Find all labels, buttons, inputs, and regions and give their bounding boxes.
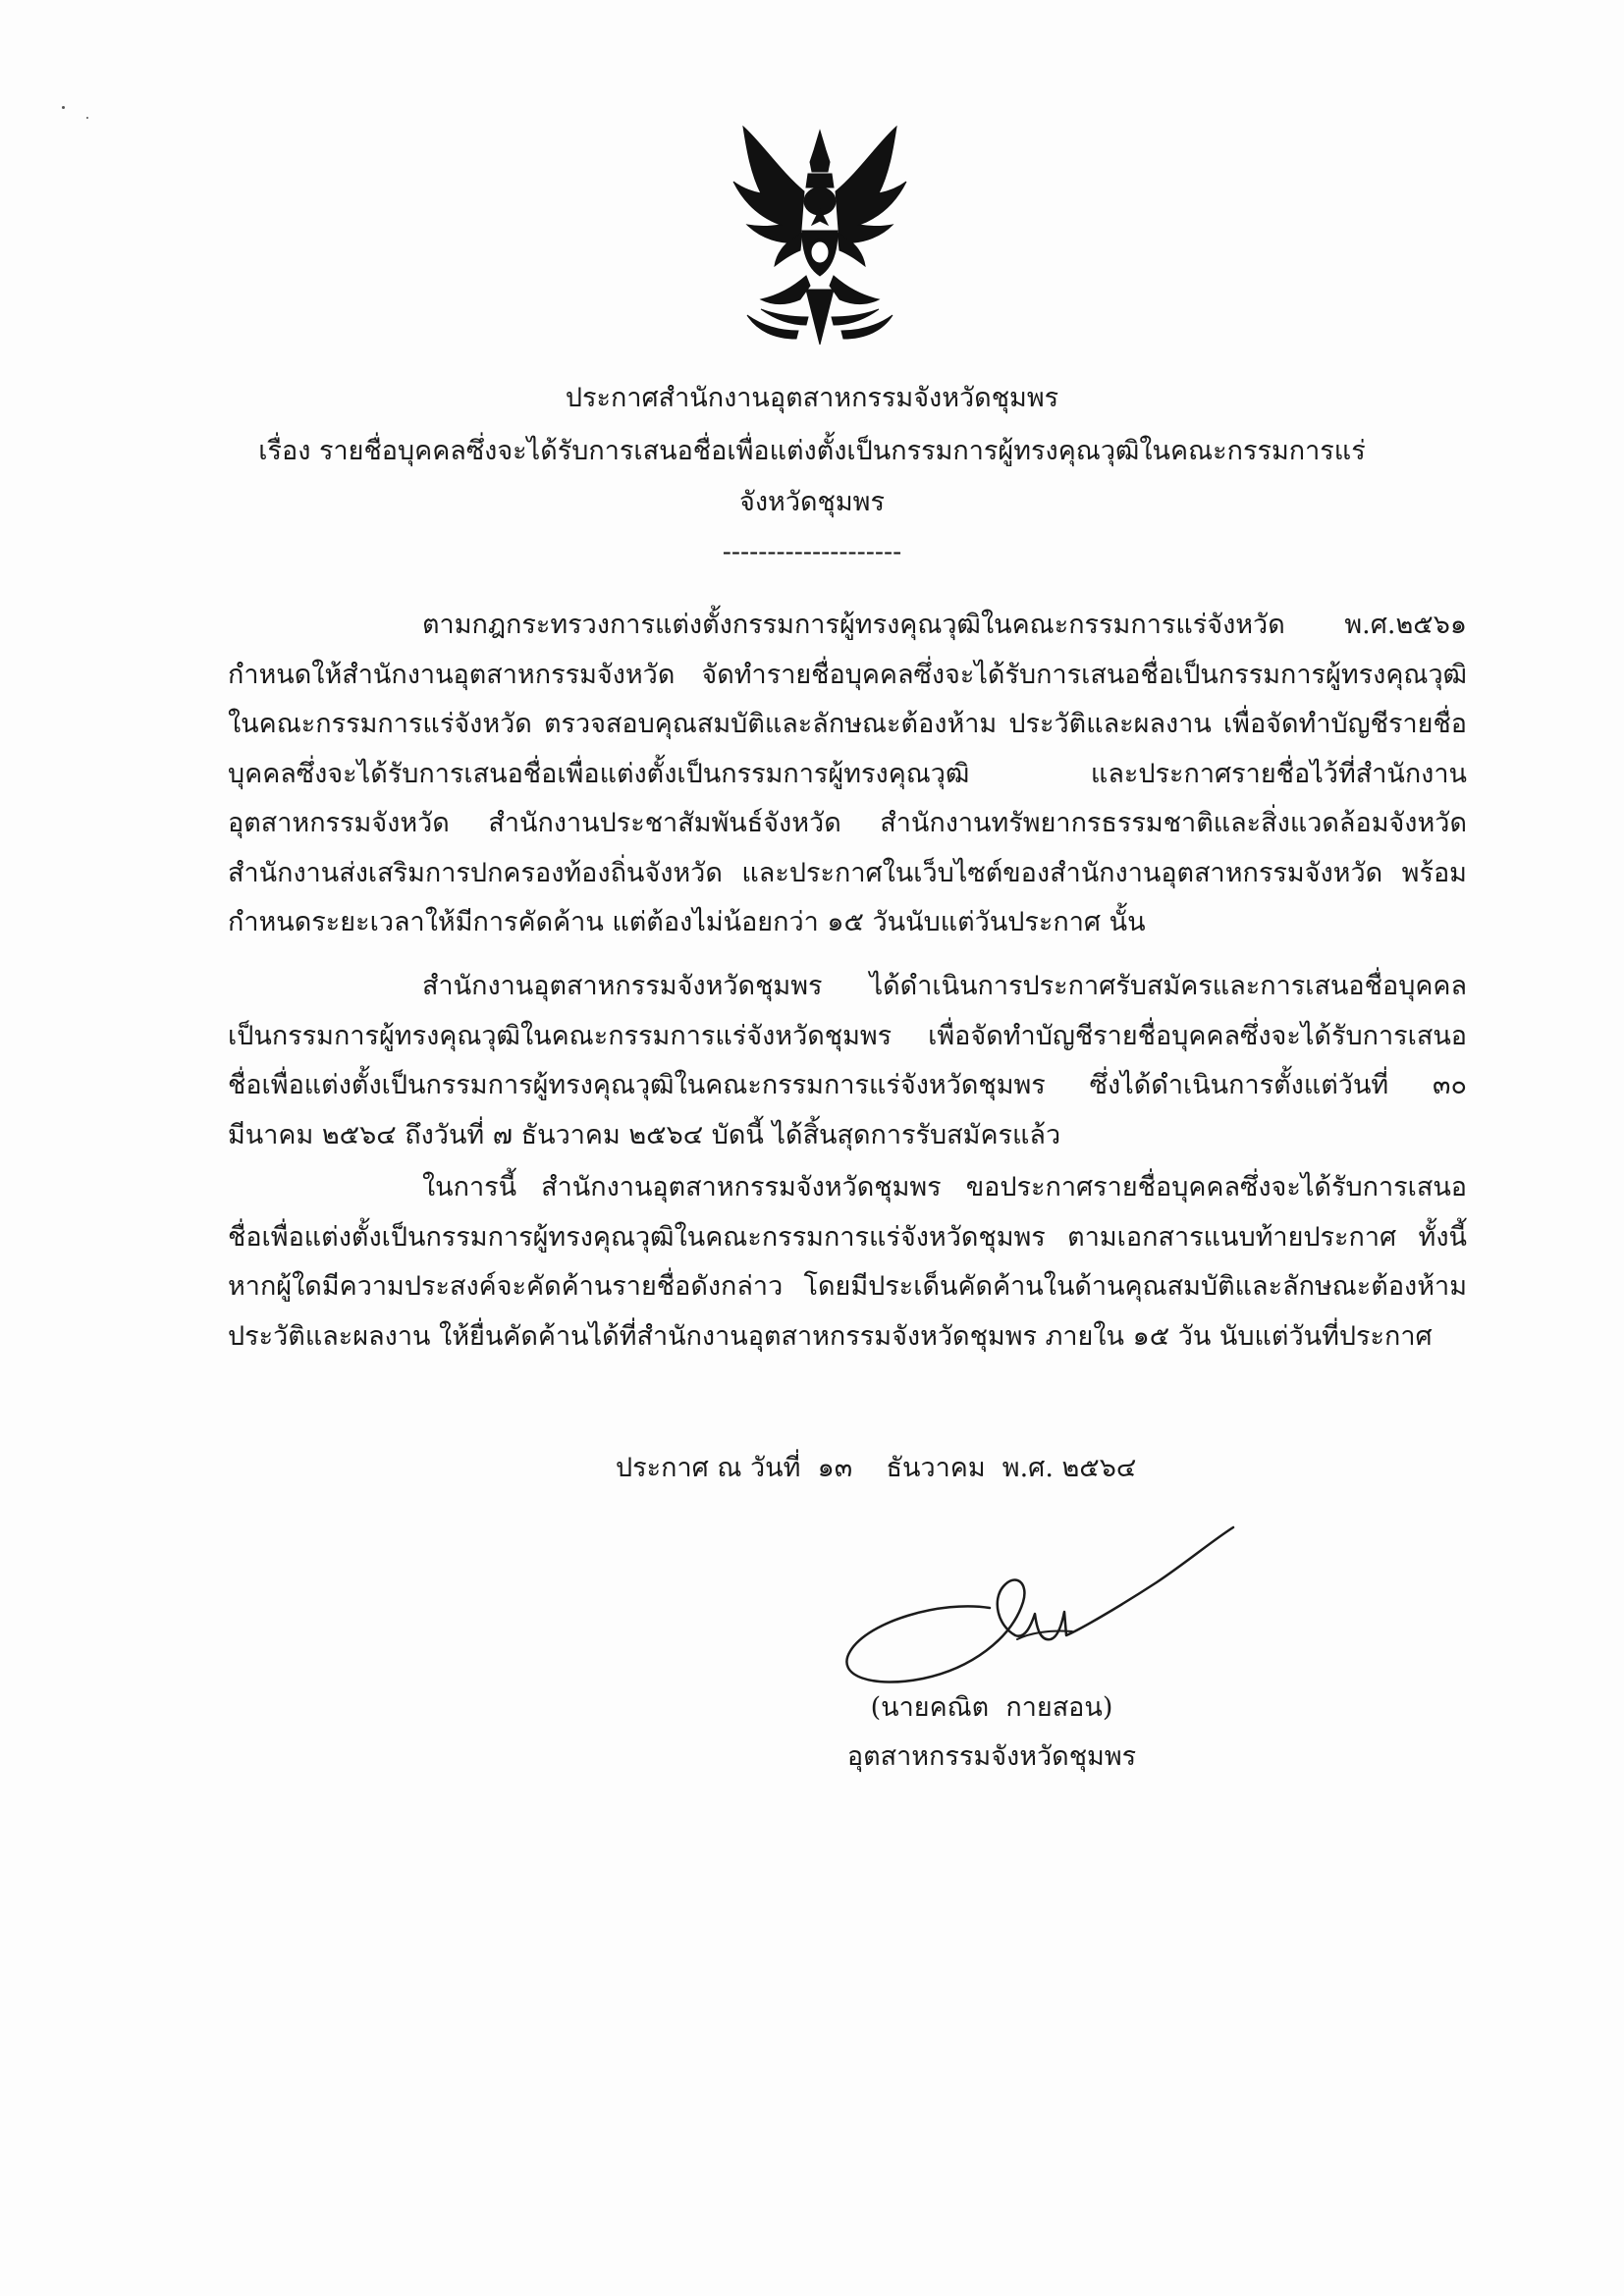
announcement-issuer: ประกาศสำนักงานอุตสาหกรรมจังหวัดชุมพร bbox=[565, 383, 1059, 413]
signer-title: อุตสาหกรรมจังหวัดชุมพร bbox=[846, 1741, 1137, 1772]
scan-speck bbox=[86, 117, 88, 119]
announcement-dateline: ประกาศ ณ วันที่ ๑๓ ธันวาคม พ.ศ. ๒๕๖๔ bbox=[616, 1453, 1137, 1483]
garuda-emblem bbox=[722, 123, 918, 348]
heading-divider: -------------------- bbox=[722, 537, 902, 567]
handwritten-signature bbox=[823, 1492, 1245, 1708]
body-paragraph-2: สำนักงานอุตสาหกรรมจังหวัดชุมพร ได้ดำเนินการประกาศรับสมัครและการเสนอชื่อบุคคลเป็นกรรมการผู้ทรงคุณวุฒิในคณะกรรมการแร่จังหวัดชุมพร เพื่อจัดทำบัญชีรายชื่อบุคคลซึ่งจะได้รับการเสนอชื่อเพื่อแต่งตั้งเป็นกรรมการผู้ทรงคุณวุฒิในคณะกรรมการแร่จังหวัดชุมพร ซึ่งได้ดำเนินการตั้งแต่วันที่ ๓๐ มีนาคม ๒๕๖๔ ถึงวันที่ ๗ ธันวาคม ๒๕๖๔ บัดนี้ ได้สิ้นสุดการรับสมัครแล้ว bbox=[228, 971, 1467, 1150]
body-paragraph-1: ตามกฎกระทรวงการแต่งตั้งกรรมการผู้ทรงคุณวุฒิในคณะกรรมการแร่จังหวัด พ.ศ.๒๕๖๑ กำหนดให้สำนักงานอุตสาหกรรมจังหวัด จัดทำรายชื่อบุคคลซึ่งจะได้รับการเสนอชื่อเป็นกรรมการผู้ทรงคุณวุฒิในคณะกรรมการแร่จังหวัด ตรวจสอบคุณสมบัติและลักษณะต้องห้าม ประวัติและผลงาน เพื่อจัดทำบัญชีรายชื่อบุคคลซึ่งจะได้รับการเสนอชื่อเพื่อแต่งตั้งเป็นกรรมการผู้ทรงคุณวุฒิ และประกาศรายชื่อไว้ที่สำนักงานอุตสาหกรรมจังหวัด สำนักงานประชาสัมพันธ์จังหวัด สำนักงานทรัพยากรธรรมชาติและสิ่งแวดล้อมจังหวัด สำนักงานส่งเสริมการปกครองท้องถิ่นจังหวัด และประกาศในเว็บไซต์ของสำนักงานอุตสาหกรรมจังหวัด พร้อมกำหนดระยะเวลาให้มีการคัดค้าน แต่ต้องไม่น้อยกว่า ๑๕ วันนับแต่วันประกาศ นั้น bbox=[228, 610, 1467, 937]
scan-speck bbox=[62, 106, 65, 109]
body-paragraph-3: ในการนี้ สำนักงานอุตสาหกรรมจังหวัดชุมพร ขอประกาศรายชื่อบุคคลซึ่งจะได้รับการเสนอชื่อเพื่อแต่งตั้งเป็นกรรมการผู้ทรงคุณวุฒิในคณะกรรมการแร่จังหวัดชุมพร ตามเอกสารแนบท้ายประกาศ ทั้งนี้ หากผู้ใดมีความประสงค์จะคัดค้านรายชื่อดังกล่าว โดยมีประเด็นคัดค้านในด้านคุณสมบัติและลักษณะต้องห้าม ประวัติและผลงาน ให้ยื่นคัดค้านได้ที่สำนักงานอุตสาหกรรมจังหวัดชุมพร ภายใน ๑๕ วัน นับแต่วันที่ประกาศ bbox=[228, 1172, 1467, 1352]
signer-name: (นายคณิต กายสอน) bbox=[870, 1692, 1113, 1723]
announcement-subject-continued: จังหวัดชุมพร bbox=[739, 487, 885, 517]
announcement-subject: เรื่อง รายชื่อบุคคลซึ่งจะได้รับการเสนอชื่อเพื่อแต่งตั้งเป็นกรรมการผู้ทรงคุณวุฒิในคณะกรรมการแร่ bbox=[258, 436, 1366, 466]
